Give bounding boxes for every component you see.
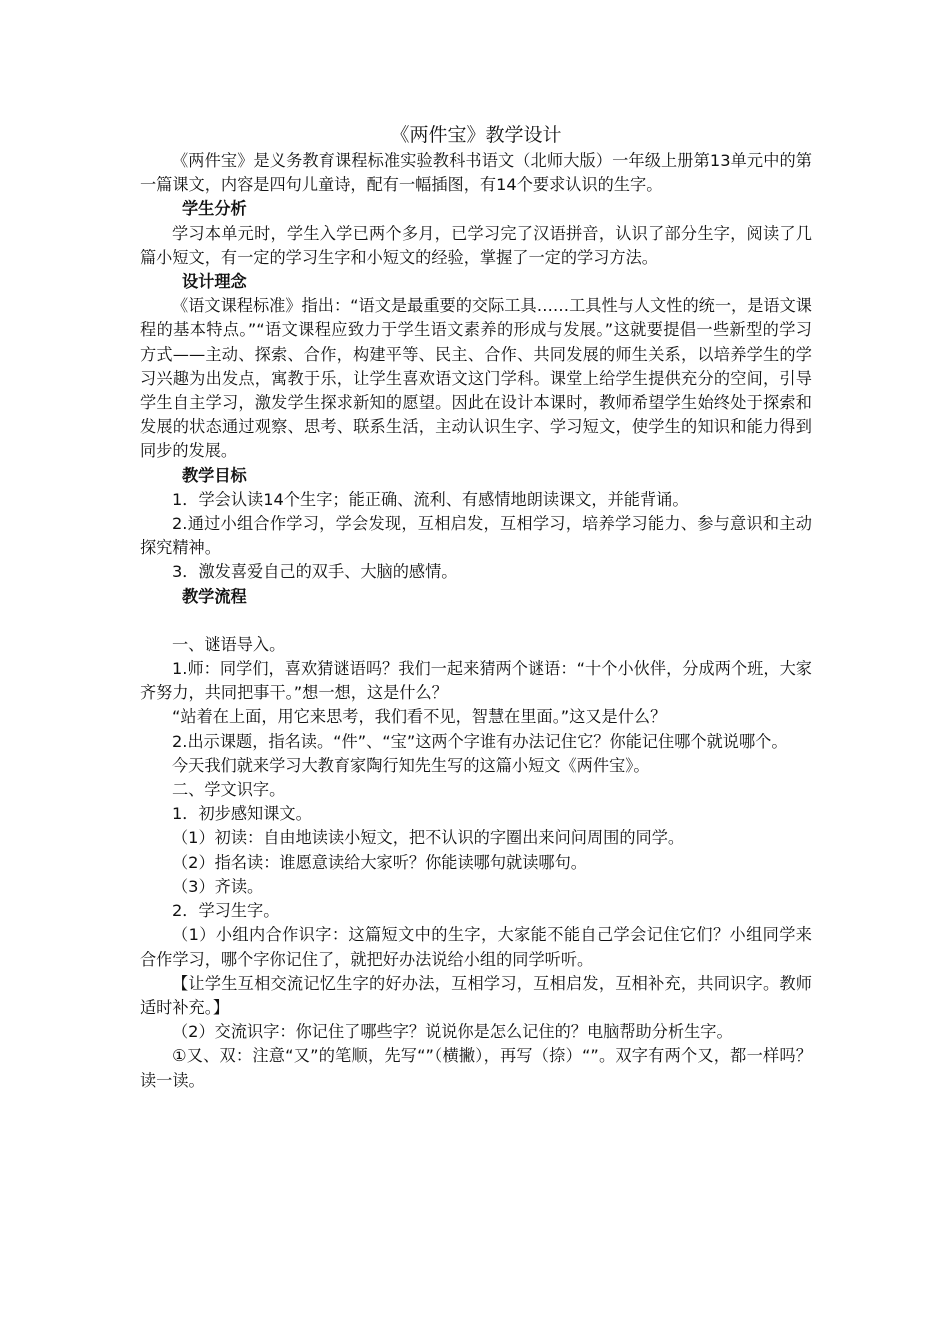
goal-item-1: 1．学会认读14个生字；能正确、流利、有感情地朗读课文，并能背诵。	[172, 489, 689, 509]
process-paragraph: （2）指名读：谁愿意读给大家听？你能读哪句就读哪句。	[172, 852, 587, 872]
process-paragraph: 1.师：同学们，喜欢猜谜语吗？我们一起来猜两个谜语：“十个小伙伴，分成两个班，大家齐努力，共同把事干。”想一想，这是什么？	[140, 659, 812, 703]
process-paragraph: 2.出示课题，指名读。“件”、“宝”这两个字谁有办法记住它？你能记住哪个就说哪个。	[172, 731, 788, 751]
design-concept-paragraph: 《语文课程标准》指出：“语文是最重要的交际工具……工具性与人文性的统一，是语文课程的基本特点。”“语文课程应致力于学生语文素养的形成与发展。”这就要提倡一些新型的学习方式——主动、探索、合作，构建平等、民主、合作、共同发展的师生关系，以培养学生的学习兴趣为出发点，寓教于乐，让学生喜欢语文这门学科。课堂上给学生提供充分的空间，引导学生自主学习，激发学生探求新知的愿望。因此在设计本课时，教师希望学生始终处于探索和发展的状态通过观察、思考、联系生活，主动认识生字、学习短文，使学生的知识和能力得到同步的发展。	[140, 296, 812, 461]
heading-teaching-goals: 教学目标	[182, 465, 247, 485]
process-paragraph: 1．初步感知课文。	[172, 804, 312, 824]
blank-line	[140, 609, 812, 633]
heading-student-analysis: 学生分析	[182, 199, 247, 219]
process-paragraph: （2）交流识字：你记住了哪些字？说说你是怎么记住的？电脑帮助分析生字。	[172, 1022, 733, 1042]
process-paragraph: （1）初读：自由地读读小短文，把不认识的字圈出来问问周围的同学。	[172, 828, 685, 848]
goal-item-2: 2.通过小组合作学习，学会发现，互相启发，互相学习，培养学习能力、参与意识和主动探究精神。	[140, 514, 812, 558]
process-paragraph: “站着在上面，用它来思考，我们看不见，智慧在里面。”这又是什么？	[172, 707, 667, 727]
process-paragraph: 今天我们就来学习大教育家陶行知先生写的这篇小短文《两件宝》。	[172, 755, 650, 775]
heading-design-concept: 设计理念	[182, 272, 247, 292]
process-paragraph: 【让学生互相交流记忆生字的好办法，互相学习，互相启发，互相补充，共同识字。教师适时补充。】	[140, 973, 812, 1017]
process-paragraph: ①又、双：注意“又”的笔顺，先写“”（横撇），再写（捺）“”。双字有两个又，都一样吗？读一读。	[140, 1046, 812, 1090]
student-analysis-paragraph: 学习本单元时，学生入学已两个多月，已学习完了汉语拼音，认识了部分生字，阅读了几篇小短文，有一定的学习生字和小短文的经验，掌握了一定的学习方法。	[140, 223, 812, 267]
process-paragraph: 二、学文识字。	[172, 780, 286, 800]
document-title: 《两件宝》教学设计	[390, 124, 562, 146]
process-paragraph: （3）齐读。	[172, 876, 264, 896]
goal-item-3: 3．激发喜爱自己的双手、大脑的感情。	[172, 562, 458, 582]
document-page	[140, 121, 812, 1093]
process-paragraph: 一、谜语导入。	[172, 634, 286, 654]
process-paragraph: （1）小组内合作识字：这篇短文中的生字，大家能不能自己学会记住它们？小组同学来合作学习，哪个字你记住了，就把好办法说给小组的同学听听。	[140, 925, 812, 969]
intro-paragraph: 《两件宝》是义务教育课程标准实验教科书语文（北师大版）一年级上册第13单元中的第一篇课文，内容是四句儿童诗，配有一幅插图，有14个要求认识的生字。	[140, 151, 812, 195]
heading-teaching-process: 教学流程	[182, 586, 247, 606]
process-paragraph: 2．学习生字。	[172, 901, 280, 921]
